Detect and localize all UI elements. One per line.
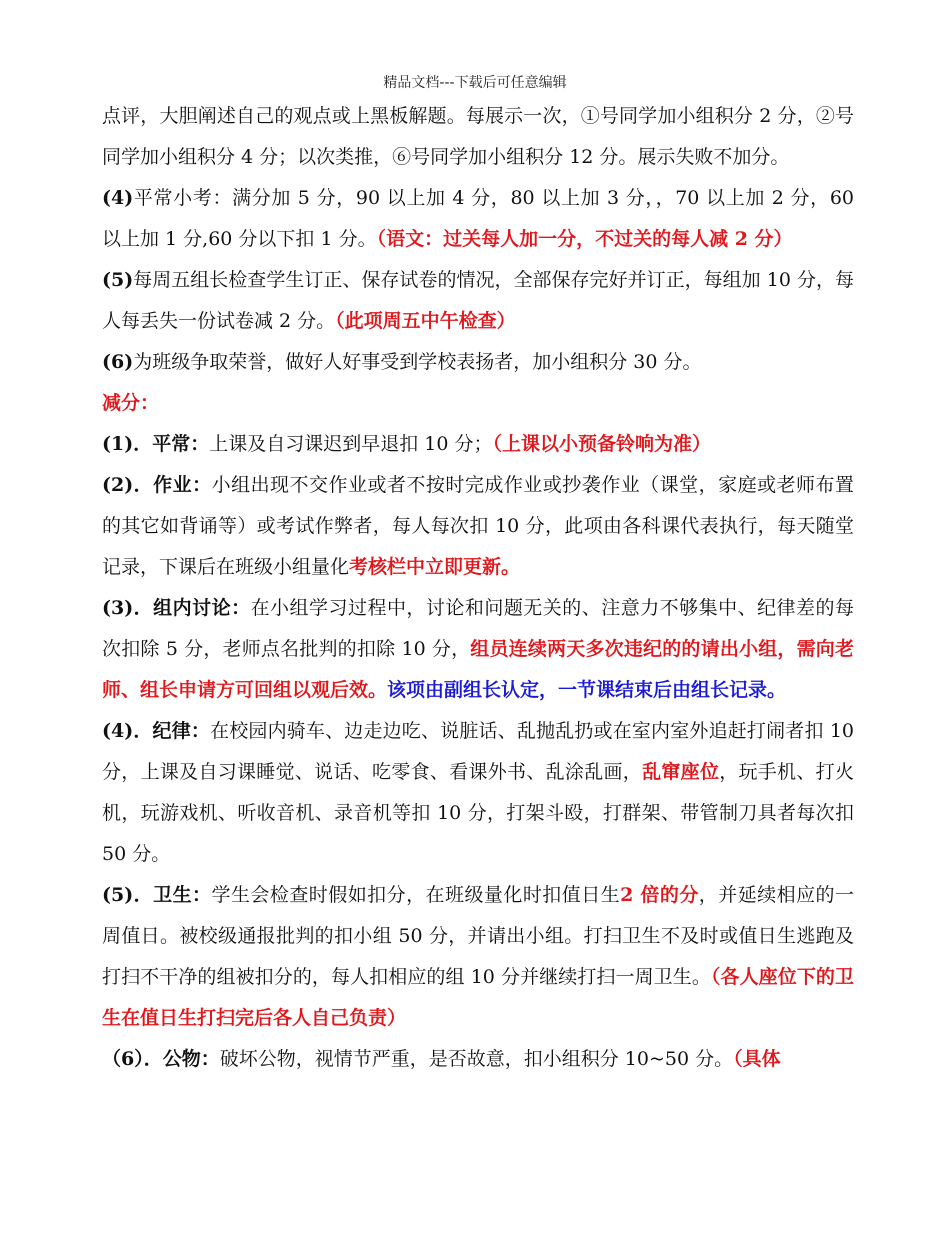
red-note-2: （各人座位下的卫生在值日生打扫完后各人自己负责） [102,966,854,1029]
paragraph-text: 在小组学习过程中，讨论和问题无关的、注意力不够集中、纪律差的每次扣除 5 分，老师点名批判的扣除 10 分， [102,597,854,660]
red-note: （具体 [733,1048,781,1070]
paragraph-text: 点评，大胆阐述自己的观点或上黑板解题。每展示一次，①号同学加小组积分 2 分，②号同学加小组积分 4 分；以次类推，⑥号同学加小组积分 12 分。展示失败不加分。 [102,105,854,168]
deduction-heading: 减分： [102,392,160,414]
item-label: (3)．组内讨论： [102,597,251,619]
red-note: （语文：过关每人加一分，不过关的每人减 2 分） [376,228,793,250]
paragraph-text: 上课及自习课迟到早退扣 10 分； [209,433,493,455]
item-number: (4) [102,187,134,209]
red-note: 组员连续两天多次违纪的的请出小组，需向老师、组长申请方可回组以观后效。 [102,638,854,701]
red-note: 乱窜座位 [642,761,720,783]
paragraph-intro [102,96,854,178]
item-label: (2)．作业： [102,474,212,496]
deduction-group-discussion [102,588,854,711]
item-label: (1)．平常： [102,433,210,455]
paragraph-text: 在校园内骑车、边走边吃、说脏话、乱抛乱扔或在室内室外追赶打闹者扣 10 分，上课及自习课睡觉、说话、吃零食、看课外书、乱涂乱画， [102,720,855,783]
paragraph-honor [102,342,854,383]
red-note: （上课以小预备铃响为准） [492,433,711,455]
paragraph-text: 破坏公物，视情节严重，是否故意，扣小组积分 10~50 分。 [219,1048,734,1070]
deduction-homework [102,465,854,588]
paragraph-text: 小组出现不交作业或者不按时完成作业或抄袭作业（课堂，家庭或老师布置的其它如背诵等）或考试作弊者，每人每次扣 10 分，此项由各科课代表执行，每天随堂记录，下课后在班级小组量化 [102,474,854,578]
paragraph-quiz [102,178,854,260]
item-number: (5) [102,269,134,291]
red-note: （此项周五中午检查） [335,310,516,332]
item-label: (5)．卫生： [102,884,212,906]
paragraph-text: 为班级争取荣誉，做好人好事受到学校表扬者，加小组积分 30 分。 [133,351,702,373]
deduction-public-property [102,1039,854,1080]
red-note: 考核栏中立即更新。 [349,556,521,578]
page-header: 精品文档---下载后可任意编辑 [383,75,567,91]
item-number: (6) [102,351,134,373]
paragraph-text: 学生会检查时假如扣分，在班级量化时扣值日生 [211,884,621,906]
item-label: (4)．纪律： [102,720,211,742]
paragraph-test-papers [102,260,854,342]
item-label: （6）．公物： [102,1048,220,1070]
paragraph-text-continued: ，玩手机、打火机，玩游戏机、听收音机、录音机等扣 10 分，打架斗殴，打群架、带管制刀具者每次扣 50 分。 [102,761,854,865]
blue-note: 该项由副组长认定，一节课结束后由组长记录。 [387,679,787,701]
document-body [102,96,854,1080]
red-note: 2 倍的分 [620,884,699,906]
paragraph-text: 平常小考：满分加 5 分，90 以上加 4 分，80 以上加 3 分，，70 以上加 2 分，60 以上加 1 分,60 分以下扣 1 分。 [102,187,854,250]
deduction-regular [102,424,854,465]
deduction-hygiene [102,875,854,1039]
paragraph-text: 每周五组长检查学生订正、保存试卷的情况，全部保存完好并订正，每组加 10 分，每人每丢失一份试卷减 2 分。 [102,269,854,332]
paragraph-text-continued: ，并延续相应的一周值日。被校级通报批判的扣小组 50 分，并请出小组。打扫卫生不及时或值日生逃跑及打扫不干净的组被扣分的，每人扣相应的组 10 分并继续打扫一周卫生。 [102,884,854,988]
deduction-discipline [102,711,854,875]
